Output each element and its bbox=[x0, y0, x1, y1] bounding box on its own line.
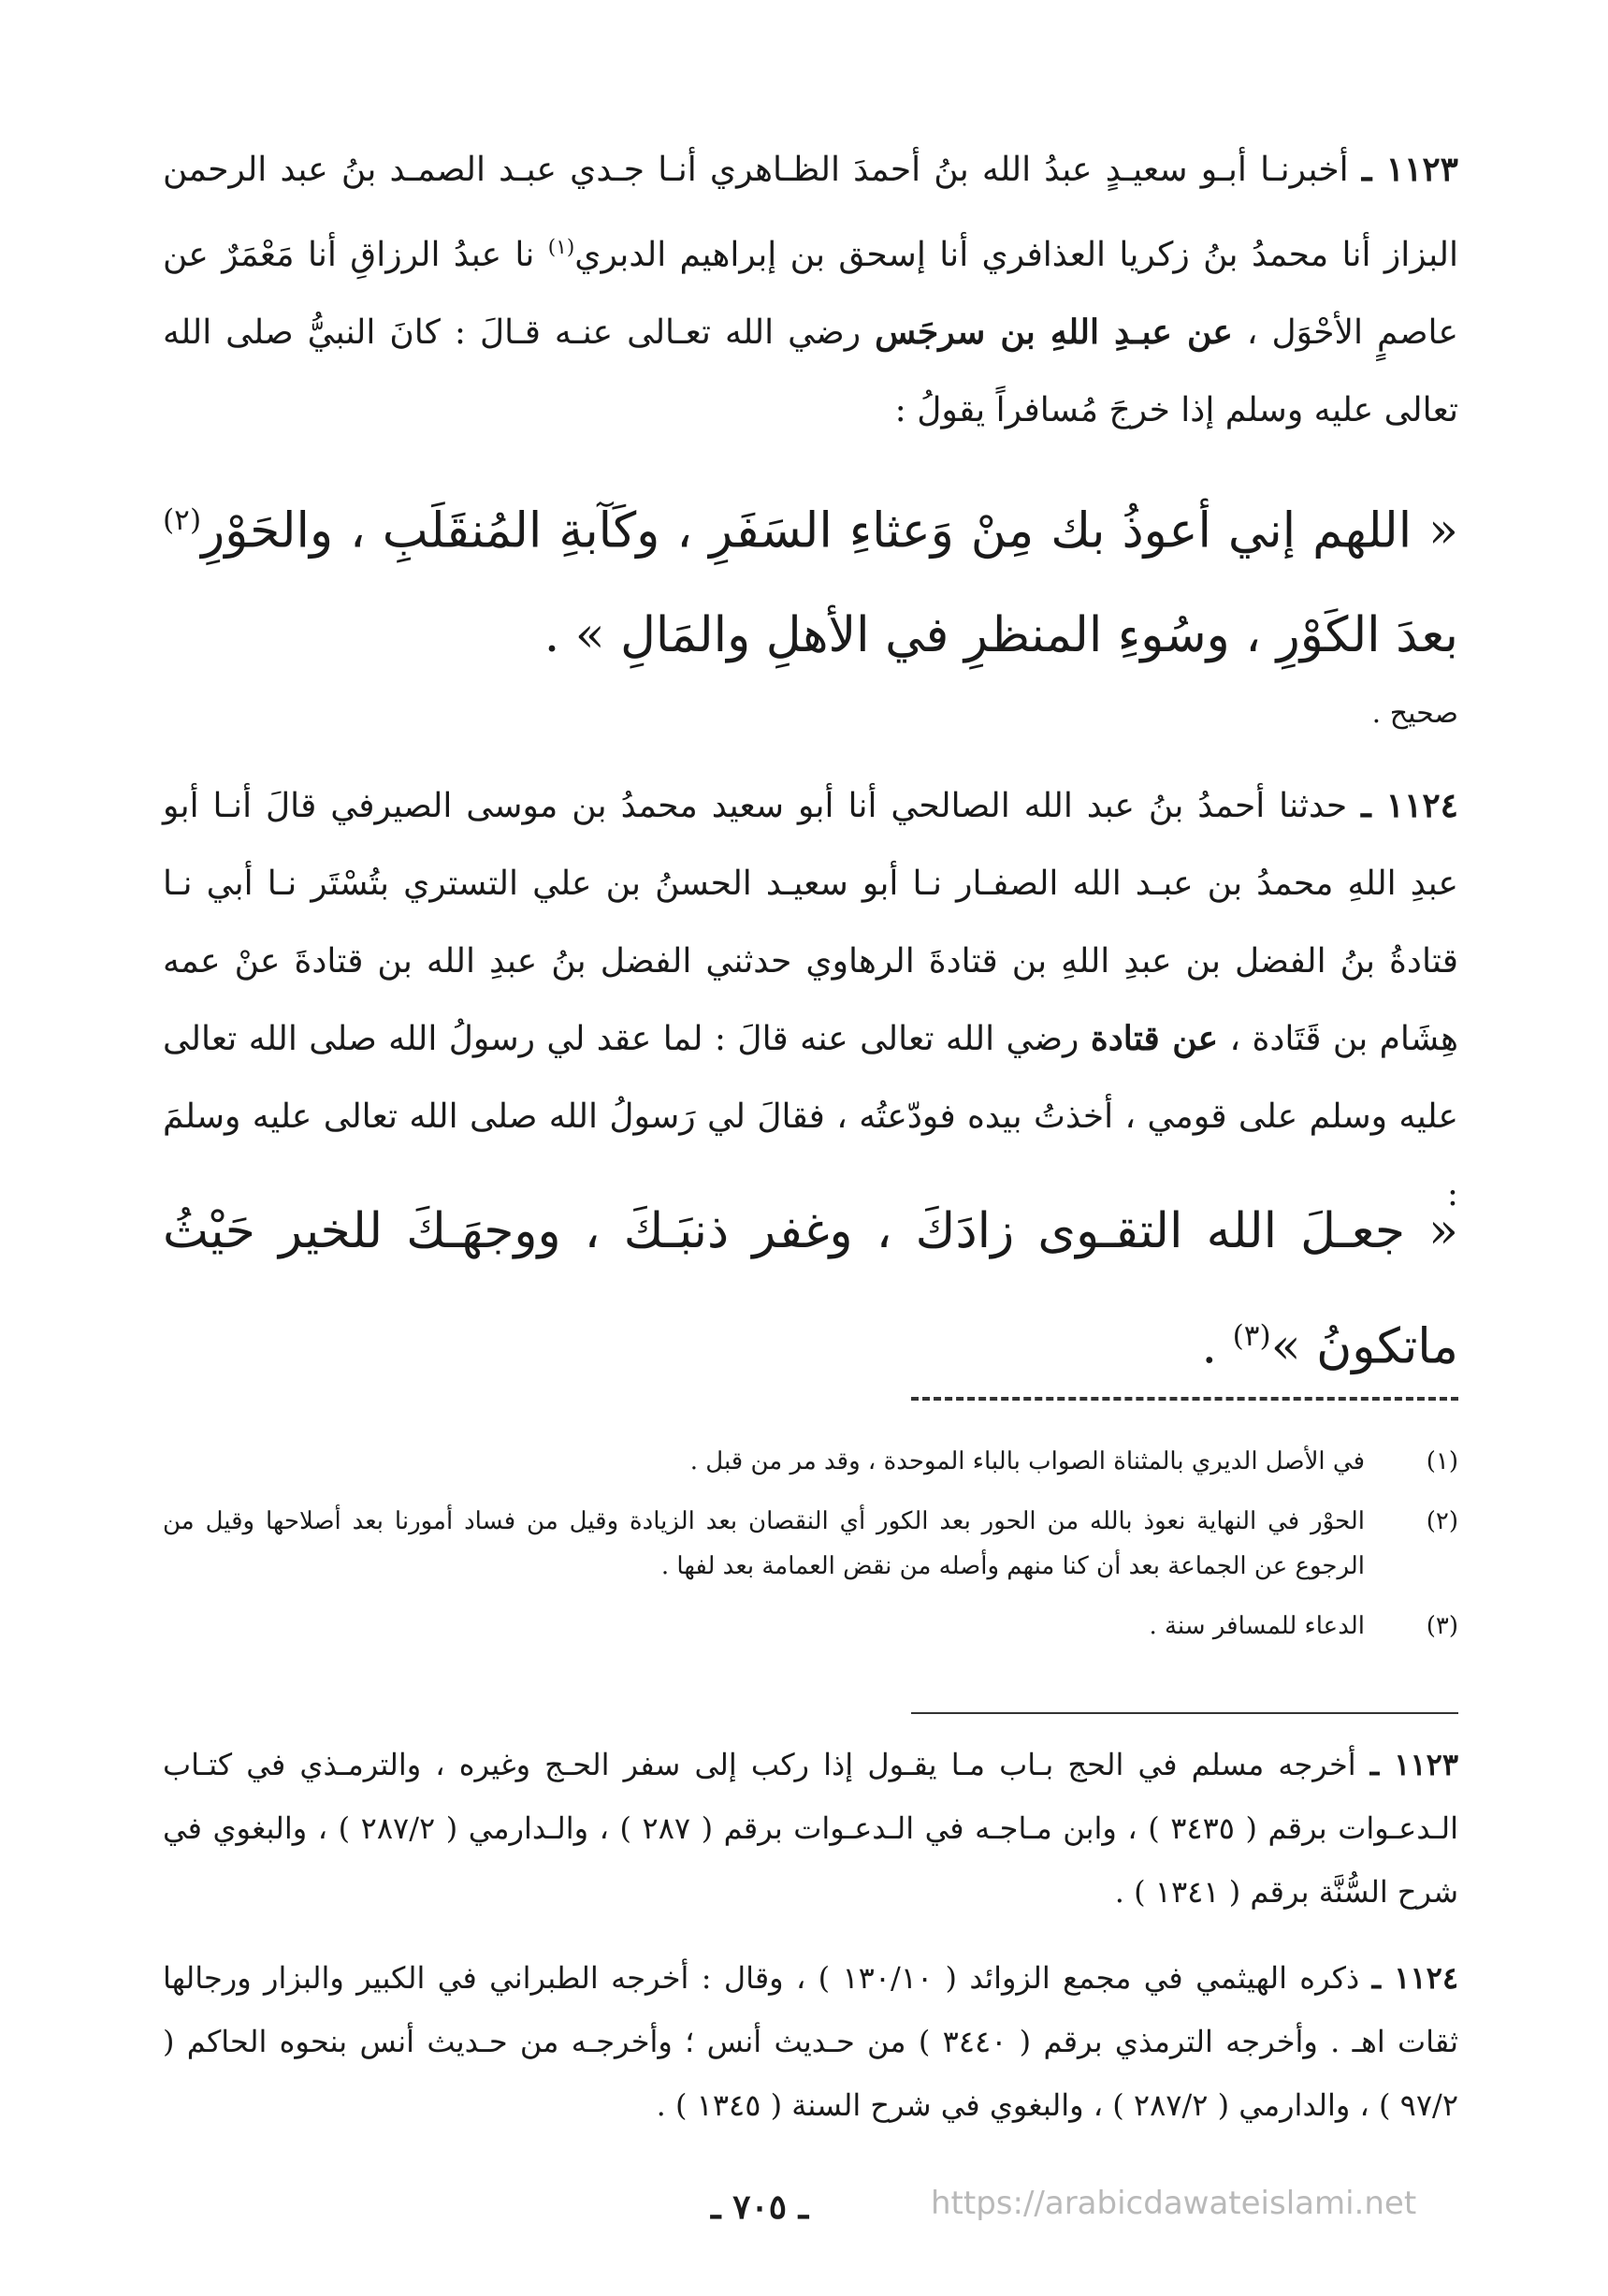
dua-text: « جعـلَ الله التقـوى زادَكَ ، وغفر ذنبَـكَ ، ووجهَـكَ للخير حَيْثُ ماتكونُ » bbox=[163, 1203, 1458, 1375]
grade-text: صحيح . bbox=[1371, 697, 1458, 730]
hadith-number: ١١٢٣ ـ bbox=[1361, 150, 1458, 189]
isnad-text: حدثنا أحمدُ بنُ عبد الله الصالحي أنا أبو سعيد محمدُ بن موسى الصيرفي قالَ أنـا أبو عبدِ اللهِ محمدُ بن عبـد الله الصفـار نـا أبو سعيـد الحسنُ بن علي التستري بتُسْتَر نـا أبي نـا قتادةُ بنُ الفضل بن عبدِ اللهِ بن قتادةَ الرهاوي حدثني الفضل بنُ عبدِ الله بن قتادةَ عنْ عمه هِشَام بن قَتَادة ، bbox=[163, 787, 1459, 1058]
footnote-text: في الأصل الديري بالمثناة الصواب بالباء الموحدة ، وقد مر من قبل . bbox=[689, 1447, 1365, 1475]
hadith-1123-dua bbox=[163, 468, 1458, 688]
dua-text: بعدَ الكَوْرِ ، وسُوءِ المنظرِ في الأهلِ والمَالِ » . bbox=[543, 607, 1458, 664]
footnotes bbox=[163, 1439, 1458, 1664]
footnote-ref[interactable]: (١) bbox=[547, 236, 575, 259]
takhrij-1123 bbox=[163, 1733, 1458, 1924]
takhrij-number: ١١٢٤ ـ bbox=[1371, 1960, 1459, 1996]
footnote-item bbox=[163, 1604, 1458, 1649]
footnote-text: الدعاء للمسافر سنة . bbox=[1149, 1612, 1365, 1640]
hadith-number: ١١٢٤ ـ bbox=[1361, 786, 1458, 825]
footnote-number: (١) bbox=[1426, 1447, 1458, 1475]
page-number: ـ ٧٠٥ ـ bbox=[711, 2187, 809, 2227]
isnad-text: أخبرنـا أبـو سعيـدٍ عبدُ الله بنُ أحمدَ الظـاهري أنـا جـدي عبـد الصمـد بنُ عبد الرحمن البزاز أنا محمدُ بنُ زكريا العذافري أنا إسحق بن إبراهيم الدبري bbox=[163, 151, 1458, 274]
footnote-ref[interactable]: (٢) bbox=[163, 503, 202, 537]
takhrij-text: ذكره الهيثمي في مجمع الزوائد ( ١٣٠/١٠ ) ، وقال : أخرجه الطبراني في الكبير والبزار ورجالها ثقات اهـ . وأخرجه الترمذي برقم ( ٣٤٤٠ ) من حـديث أنس ؛ وأخرجـه من حـديث أنس بنحوه الحاكم ( ٩٧/٢ ) ، والدارمي ( ٢٨٧/٢ ) ، والبغوي في شرح السنة ( ١٣٤٥ ) . bbox=[163, 1960, 1459, 2123]
footnote-text: الحوْر في النهاية نعوذ بالله من الحور بعد الكور أي النقصان بعد الزيادة وقيل من فساد أمورنا بعد أصلاحها وقيل من الرجوع عن الجماعة بعد أن كنا منهم وأصله من نقض العمامة بعد لفها . bbox=[163, 1507, 1365, 1580]
hadith-1124-dua bbox=[163, 1179, 1458, 1399]
hadith-1123-isnad bbox=[163, 131, 1458, 449]
footnote-separator bbox=[911, 1397, 1458, 1401]
takhrij-separator bbox=[911, 1712, 1458, 1714]
takhrij-number: ١١٢٣ ـ bbox=[1369, 1747, 1459, 1782]
narrator-name: عن عبـدِ اللهِ بن سرجَس bbox=[875, 312, 1233, 352]
dua-text: « اللهم إني أعوذُ بك مِنْ وَعثاءِ السَفَرِ ، وكَآبةِ المُنقَلَبِ ، والحَوْرِ bbox=[201, 502, 1458, 559]
watermark-url[interactable]: https://arabicdawateislami.net bbox=[931, 2185, 1417, 2222]
takhrij-text: أخرجه مسلم في الحج بـاب مـا يقـول إذا ركب إلى سفر الحـج وغيره ، والترمـذي في كتـاب الـدعـوات برقم ( ٣٤٣٥ ) ، وابن مـاجـه في الـدعـوات برقم ( ٢٨٧ ) ، والـدارمي ( ٢٨٧/٢ ) ، والبغوي في شرح السُّنَّة برقم ( ١٣٤١ ) . bbox=[163, 1747, 1459, 1910]
matn-intro: رضي الله تعـالى عنـه قـالَ : كانَ النبيُّ صلى الله تعالى عليه وسلم إذا خرجَ مُسافراً يقولُ : bbox=[163, 313, 1458, 429]
footnote-item bbox=[163, 1439, 1458, 1484]
footnote-item bbox=[163, 1499, 1458, 1589]
narrator-name: عن قتادة bbox=[1090, 1019, 1219, 1058]
hadith-1124-isnad bbox=[163, 767, 1458, 1233]
footnote-number: (٢) bbox=[1426, 1507, 1458, 1535]
isnad-text: نا عبدُ الرزاقِ أنا مَعْمَرٌ عن عاصمٍ الأحْوَل ، bbox=[163, 236, 1458, 352]
footnote-number: (٣) bbox=[1426, 1612, 1458, 1640]
hadith-grade bbox=[163, 697, 1458, 730]
matn-intro: رضي الله تعالى عنه قالَ : لما عقد لي رسولُ الله صلى الله تعالى عليه وسلم على قومي ، أخذتُ بيده فودّعتُه ، فقالَ لي رَسولُ الله صلى الله تعالى عليه وسلمَ : bbox=[163, 1020, 1458, 1213]
takhrij-1124 bbox=[163, 1946, 1458, 2137]
dua-text: . bbox=[1201, 1318, 1233, 1375]
footnote-ref[interactable]: (٣) bbox=[1232, 1319, 1271, 1353]
